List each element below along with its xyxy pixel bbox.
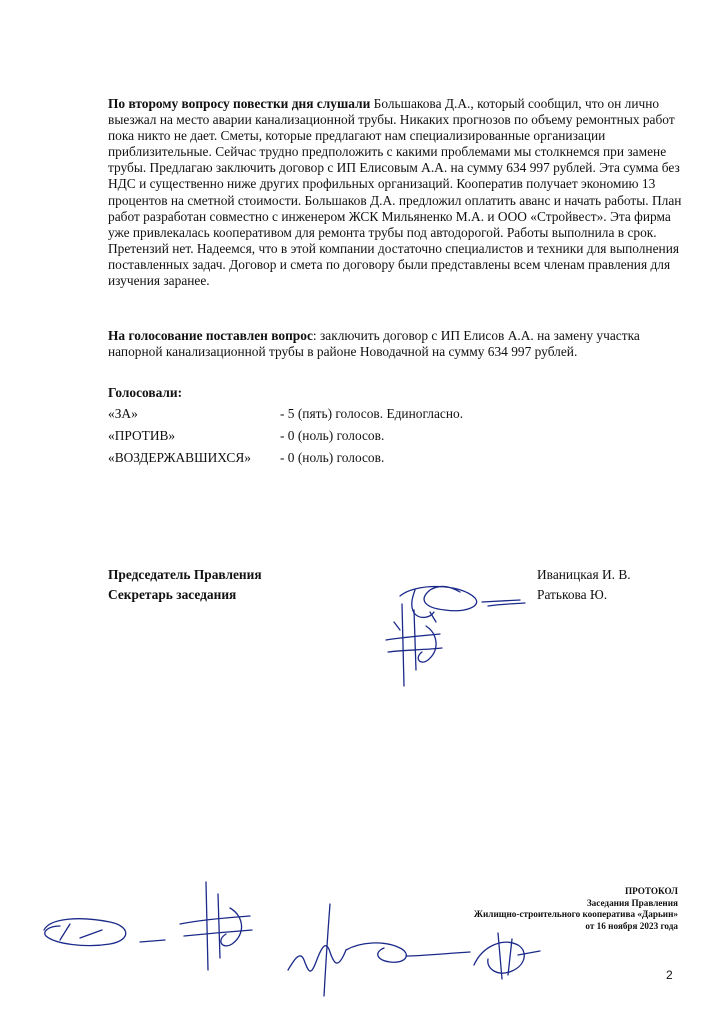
voting-title: Голосовали: bbox=[108, 385, 183, 400]
secretary-name: Ратькова Ю. bbox=[537, 587, 608, 602]
paragraph-text: : заключить договор с ИП Елисов А.А. на замену участка напорной канализационной трубы в районе Новодачной на сумму 634 997 рублей. bbox=[108, 328, 640, 360]
footer-line: Жилищно-строительного кооператива «Дарьин» bbox=[473, 909, 678, 919]
paragraph-second-question bbox=[108, 96, 686, 289]
secretary-label: Секретарь заседания bbox=[108, 587, 237, 602]
footer-line: от 16 ноября 2023 года bbox=[585, 920, 678, 931]
footer-signature-icon bbox=[170, 878, 260, 978]
vote-option: «ЗА» bbox=[108, 406, 138, 421]
paragraph-lead: По второму вопросу повестки дня слушали bbox=[108, 96, 371, 111]
footer-signature-icon bbox=[280, 900, 480, 1000]
footer-signature-icon bbox=[40, 900, 180, 960]
paragraph-lead: На голосование поставлен вопрос bbox=[108, 328, 313, 343]
chair-name: Иваницкая И. В. bbox=[537, 567, 631, 582]
paragraph-vote-question bbox=[108, 328, 686, 360]
footer-protocol bbox=[474, 886, 678, 932]
secretary-signature-icon bbox=[378, 600, 458, 690]
vote-result: - 0 (ноль) голосов. bbox=[280, 450, 385, 465]
vote-row-for bbox=[108, 406, 463, 422]
vote-option: «ПРОТИВ» bbox=[108, 428, 176, 443]
chair-label: Председатель Правления bbox=[108, 567, 262, 582]
vote-option: «ВОЗДЕРЖАВШИХСЯ» bbox=[108, 450, 251, 465]
vote-result: - 5 (пять) голосов. Единогласно. bbox=[280, 406, 464, 421]
vote-result: - 0 (ноль) голосов. bbox=[280, 428, 385, 443]
vote-row-against bbox=[108, 428, 384, 444]
vote-row-abstain bbox=[108, 450, 384, 466]
page-number: 2 bbox=[666, 968, 673, 982]
footer-signature-icon bbox=[468, 925, 548, 985]
paragraph-text: Большакова Д.А., который сообщил, что он лично выезжал на место аварии канализационной трубы. Никаких прогнозов по объему ремонтных работ пока никто не дает. Сметы, которые предлагают нам специализированные организации приблизительные. Сейчас трудно предположить с какими проблемами мы столкнемся при замене трубы. Предлагаю заключить договор с ИП Елисовым А.А. на сумму 634 997 рублей. Эта сумма без НДС и существенно ниже других профильных организаций. Кооператив получает экономию 13 процентов на сметной стоимости. Большаков Д.А. предложил оплатить аванс и начать работы. План работ разработан совместно с инженером ЖСК Мильяненко М.А. и ООО «Стройвест». Эта фирма уже привлекалась кооперативом для ремонта трубы под автодорогой. Работы выполнила в срок. Претензий нет. Надеемся, что в этой компании достаточно специалистов и техники для выполнения поставленных задач. Договор и смета по договору были представлены всем членам правления для изучения заранее. bbox=[108, 96, 682, 289]
footer-line: Заседания Правления bbox=[586, 897, 678, 908]
footer-line: ПРОТОКОЛ bbox=[625, 886, 678, 896]
